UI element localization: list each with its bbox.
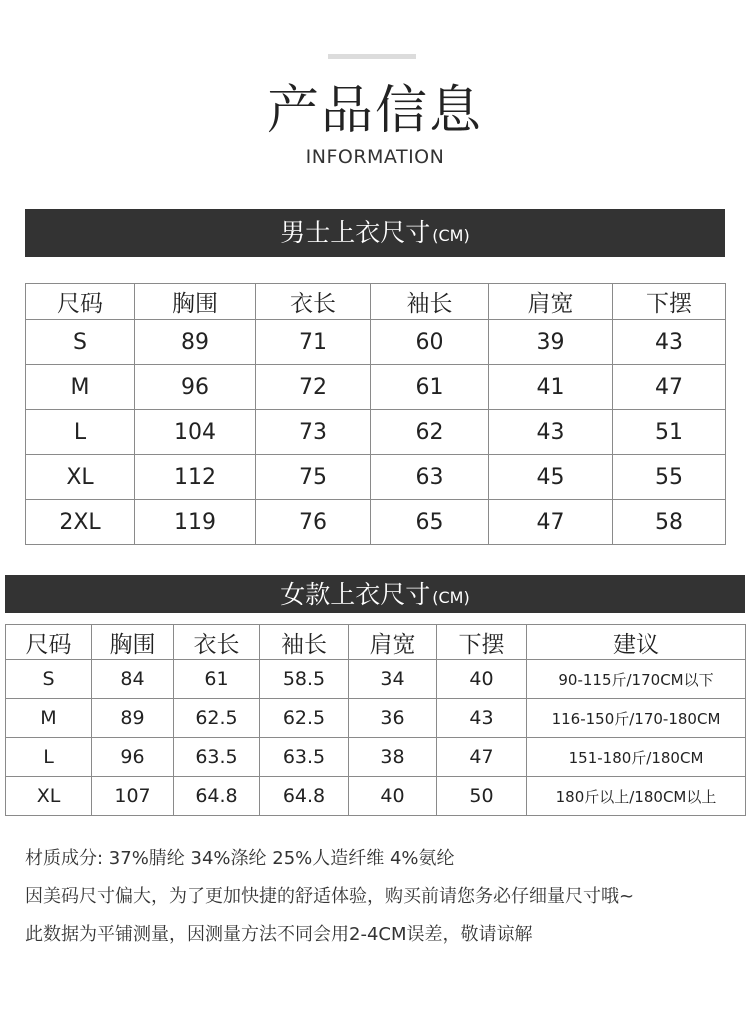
men-size-table: [25, 283, 726, 545]
table-cell: 47: [489, 500, 613, 545]
table-cell: 84: [92, 660, 174, 699]
table-cell: 180斤以上/180CM以上: [527, 777, 746, 816]
table-cell: 40: [349, 777, 437, 816]
table-cell: S: [26, 320, 135, 365]
table-row: [26, 320, 726, 365]
column-header: 胸围: [135, 284, 256, 320]
women-size-unit: (CM): [432, 588, 470, 607]
table-cell: 104: [135, 410, 256, 455]
men-table-header: [26, 284, 726, 320]
women-size-header: [5, 575, 745, 613]
table-row: [6, 699, 746, 738]
decorative-divider: [328, 54, 416, 59]
table-row: [6, 777, 746, 816]
column-header: 肩宽: [489, 284, 613, 320]
table-cell: 58: [613, 500, 726, 545]
column-header: 下摆: [613, 284, 726, 320]
table-cell: 107: [92, 777, 174, 816]
column-header: 衣长: [256, 284, 371, 320]
page-title: 产品信息: [266, 81, 483, 141]
table-cell: 36: [349, 699, 437, 738]
table-cell: 64.8: [260, 777, 349, 816]
column-header: 胸围: [92, 625, 174, 660]
column-header: 下摆: [437, 625, 527, 660]
measurement-note: 此数据为平铺测量，因测量方法不同会用2-4CM误差，敬请谅解: [25, 924, 533, 945]
table-cell: 60: [371, 320, 489, 365]
table-cell: XL: [6, 777, 92, 816]
column-header: 肩宽: [349, 625, 437, 660]
women-table-header: [6, 625, 746, 660]
table-row: [6, 738, 746, 777]
men-size-unit: (CM): [432, 226, 470, 245]
table-cell: 75: [256, 455, 371, 500]
size-advice-note: 因美码尺寸偏大，为了更加快捷的舒适体验，购买前请您务必仔细量尺寸哦~: [25, 886, 635, 907]
table-cell: 43: [613, 320, 726, 365]
column-header: 袖长: [371, 284, 489, 320]
table-cell: 89: [135, 320, 256, 365]
column-header: 衣长: [174, 625, 260, 660]
table-cell: 62: [371, 410, 489, 455]
table-cell: 112: [135, 455, 256, 500]
material-note: 材质成分: 37%腈纶 34%涤纶 25%人造纤维 4%氨纶: [25, 848, 455, 869]
table-cell: M: [6, 699, 92, 738]
table-row: [26, 410, 726, 455]
table-row: [26, 365, 726, 410]
table-cell: 63: [371, 455, 489, 500]
column-header: 尺码: [6, 625, 92, 660]
page-subtitle: INFORMATION: [305, 146, 445, 168]
table-cell: 2XL: [26, 500, 135, 545]
table-cell: 40: [437, 660, 527, 699]
table-cell: 34: [349, 660, 437, 699]
product-notes: [25, 843, 735, 957]
table-cell: 47: [437, 738, 527, 777]
table-cell: 41: [489, 365, 613, 410]
table-cell: 39: [489, 320, 613, 365]
table-cell: 63.5: [174, 738, 260, 777]
table-cell: 47: [613, 365, 726, 410]
table-row: [26, 455, 726, 500]
column-header: 袖长: [260, 625, 349, 660]
column-header: 建议: [527, 625, 746, 660]
table-cell: 116-150斤/170-180CM: [527, 699, 746, 738]
table-cell: 62.5: [260, 699, 349, 738]
table-cell: 119: [135, 500, 256, 545]
table-row: [6, 660, 746, 699]
table-cell: 72: [256, 365, 371, 410]
table-cell: 90-115斤/170CM以下: [527, 660, 746, 699]
table-cell: 50: [437, 777, 527, 816]
table-cell: 55: [613, 455, 726, 500]
table-cell: 76: [256, 500, 371, 545]
table-cell: 58.5: [260, 660, 349, 699]
table-cell: 63.5: [260, 738, 349, 777]
men-size-title: 男士上衣尺寸: [280, 218, 431, 247]
table-cell: 65: [371, 500, 489, 545]
table-cell: L: [6, 738, 92, 777]
men-size-header: [25, 209, 725, 257]
table-cell: 51: [613, 410, 726, 455]
table-cell: 43: [437, 699, 527, 738]
table-cell: 61: [371, 365, 489, 410]
table-cell: 45: [489, 455, 613, 500]
column-header: 尺码: [26, 284, 135, 320]
table-cell: 151-180斤/180CM: [527, 738, 746, 777]
table-cell: 73: [256, 410, 371, 455]
table-cell: M: [26, 365, 135, 410]
table-cell: 71: [256, 320, 371, 365]
table-cell: 89: [92, 699, 174, 738]
table-cell: S: [6, 660, 92, 699]
table-cell: 96: [135, 365, 256, 410]
table-cell: L: [26, 410, 135, 455]
table-cell: 96: [92, 738, 174, 777]
women-size-title: 女款上衣尺寸: [280, 580, 431, 609]
table-cell: 38: [349, 738, 437, 777]
table-row: [26, 500, 726, 545]
table-cell: 62.5: [174, 699, 260, 738]
table-cell: 43: [489, 410, 613, 455]
table-cell: 64.8: [174, 777, 260, 816]
table-cell: XL: [26, 455, 135, 500]
women-size-table: [5, 624, 746, 816]
table-cell: 61: [174, 660, 260, 699]
